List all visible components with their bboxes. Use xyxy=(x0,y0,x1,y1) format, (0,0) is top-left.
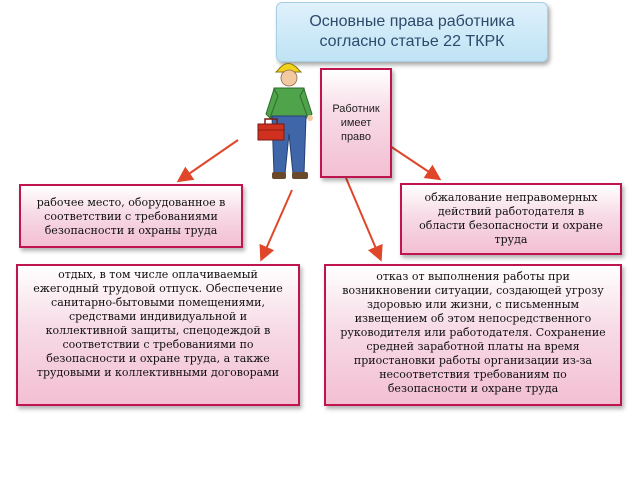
center-line-3: право xyxy=(340,131,372,143)
arrow-to-workplace xyxy=(180,140,238,180)
arrow-to-refusal xyxy=(346,178,380,258)
text-line: действий работодателя в xyxy=(437,205,585,218)
text-line: труда xyxy=(494,233,528,246)
right-workplace-box xyxy=(19,184,243,248)
worker-has-right-box xyxy=(320,68,392,178)
text-line: трудовыми и коллективными договорами xyxy=(36,366,280,379)
text-line: соответствии с требованиями по xyxy=(62,338,254,351)
right-rest-box xyxy=(16,264,300,406)
text-line: извещением об этом непосредственного xyxy=(354,312,592,325)
text-line: отдых, в том числе оплачиваемый xyxy=(58,268,258,281)
text-line: коллективной защиты, спецодеждой в xyxy=(45,324,271,337)
right-refusal-box xyxy=(324,264,622,406)
text-line: безопасности и охране труда, а также xyxy=(46,352,270,365)
title-line-1: Основные права работника xyxy=(309,13,515,30)
text-line: безопасности и охране труда xyxy=(387,382,559,395)
text-line: возникновении ситуации, создающей угрозу xyxy=(342,284,604,297)
text-line: санитарно-бытовыми помещениями, xyxy=(51,296,265,309)
text-line: соответствии с требованиями xyxy=(44,210,218,223)
center-line-2: имеет xyxy=(340,117,372,129)
right-appeal-box xyxy=(400,183,622,255)
arrow-to-rest xyxy=(262,190,292,258)
text-line: средствами индивидуальной и xyxy=(68,310,248,323)
center-line-1: Работник xyxy=(332,103,380,115)
text-line: средней заработной платы на время xyxy=(366,340,580,353)
text-line: безопасности и охраны труда xyxy=(44,224,218,237)
arrow-to-appeal xyxy=(390,146,438,178)
text-line: обжалование неправомерных xyxy=(424,191,598,204)
title-line-2: согласно статье 22 ТКРК xyxy=(319,33,505,50)
text-line: приостановки работы организации из-за xyxy=(353,354,593,367)
text-line: области безопасности и охране xyxy=(419,219,603,232)
text-line: здоровью или жизни, с письменным xyxy=(366,298,580,311)
text-line: отказ от выполнения работы при xyxy=(376,270,570,283)
text-line: руководителя или работодателя. Сохранение xyxy=(340,326,606,339)
text-line: несоответствия требованиям по xyxy=(379,368,567,381)
text-line: ежегодный трудовой отпуск. Обеспечение xyxy=(33,282,283,295)
text-line: рабочее место, оборудованное в xyxy=(36,196,226,209)
